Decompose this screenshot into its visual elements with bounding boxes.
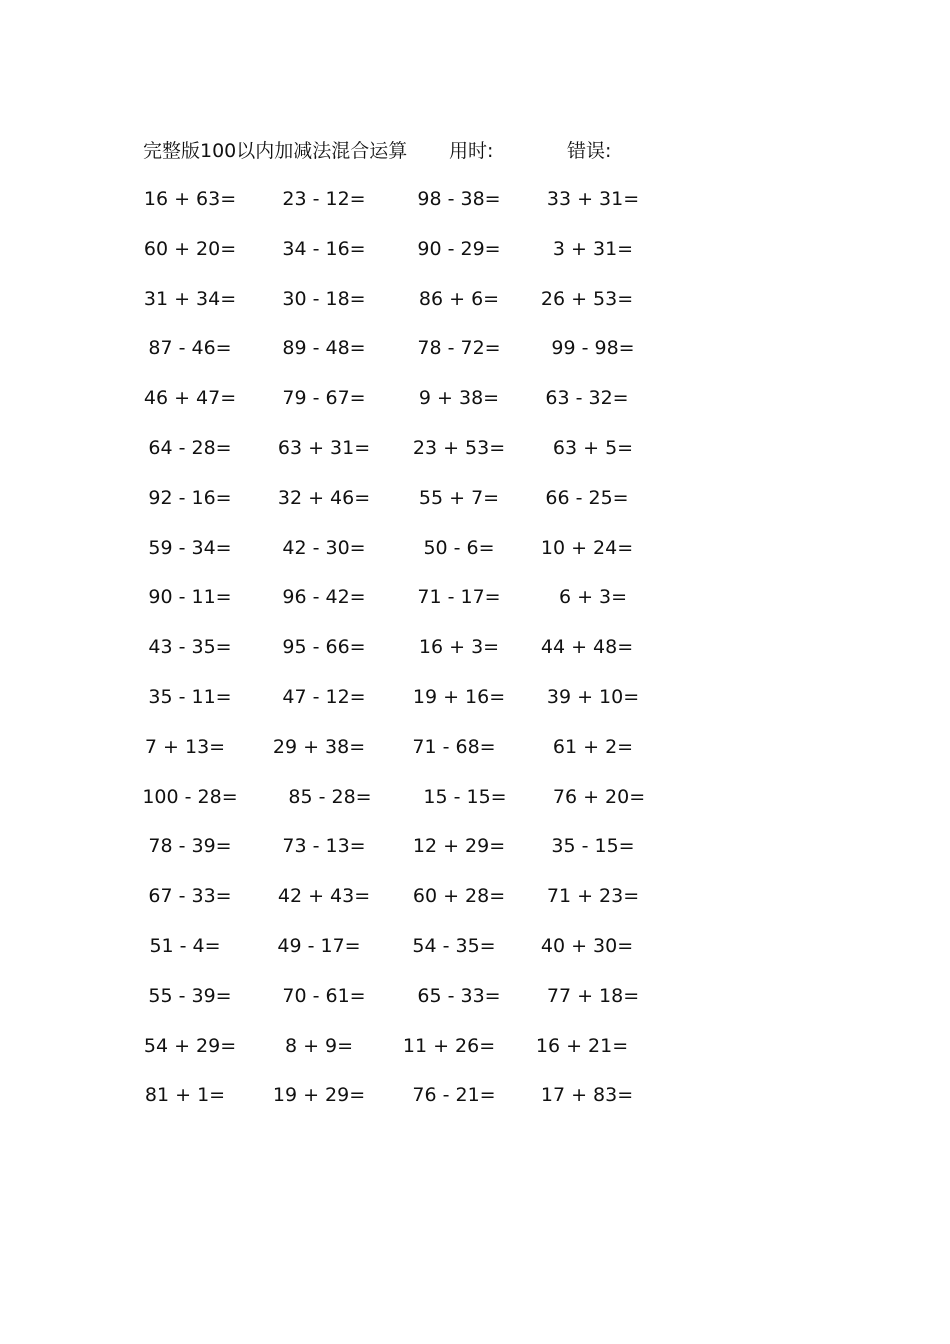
problem-row <box>0 583 950 633</box>
problem-item: 17 + 83= <box>540 1084 634 1107</box>
problem-item: 35 - 15= <box>551 835 635 858</box>
problem-row <box>0 882 950 932</box>
problem-item: 6 + 3= <box>558 586 628 609</box>
problem-item: 60 + 28= <box>412 885 506 908</box>
problem-item: 63 + 31= <box>277 436 371 459</box>
problem-item: 100 - 28= <box>142 785 238 808</box>
problem-item: 32 + 46= <box>277 486 371 509</box>
problem-item: 60 + 20= <box>143 237 237 260</box>
problem-item: 47 - 12= <box>282 685 366 708</box>
problem-row <box>0 434 950 484</box>
problem-item: 40 + 30= <box>540 934 634 957</box>
problem-item: 96 - 42= <box>282 586 366 609</box>
problem-item: 44 + 48= <box>540 636 634 659</box>
problem-row <box>0 733 950 783</box>
problem-item: 77 + 18= <box>546 984 640 1007</box>
problem-item: 67 - 33= <box>148 885 232 908</box>
problem-item: 65 - 33= <box>417 984 501 1007</box>
problem-item: 35 - 11= <box>148 685 232 708</box>
problem-item: 70 - 61= <box>282 984 366 1007</box>
problem-item: 81 + 1= <box>144 1084 226 1107</box>
problem-item: 16 + 3= <box>418 636 500 659</box>
problem-item: 8 + 9= <box>284 1034 354 1057</box>
problem-item: 89 - 48= <box>282 337 366 360</box>
problem-item: 90 - 29= <box>417 237 501 260</box>
problem-item: 76 - 21= <box>412 1084 496 1107</box>
problem-item: 78 - 39= <box>148 835 232 858</box>
problem-row <box>0 285 950 335</box>
problem-row <box>0 235 950 285</box>
problem-item: 85 - 28= <box>288 785 372 808</box>
problem-item: 87 - 46= <box>148 337 232 360</box>
problem-item: 76 + 20= <box>552 785 646 808</box>
problem-item: 95 - 66= <box>282 636 366 659</box>
problem-row <box>0 534 950 584</box>
problem-item: 54 + 29= <box>143 1034 237 1057</box>
time-label: 用时: <box>449 140 494 162</box>
problem-item: 33 + 31= <box>546 188 640 210</box>
problem-item: 29 + 38= <box>272 735 366 758</box>
problem-item: 71 - 17= <box>417 586 501 609</box>
problem-item: 42 + 43= <box>277 885 371 908</box>
problem-item: 66 - 25= <box>545 486 629 509</box>
problem-item: 9 + 38= <box>418 387 500 410</box>
problem-item: 30 - 18= <box>282 287 366 310</box>
problem-item: 63 - 32= <box>545 387 629 410</box>
problem-item: 23 + 53= <box>412 436 506 459</box>
problem-item: 64 - 28= <box>148 436 232 459</box>
problem-item: 61 + 2= <box>552 735 634 758</box>
problem-item: 90 - 11= <box>148 586 232 609</box>
problem-row <box>0 384 950 434</box>
problem-item: 16 + 21= <box>535 1034 629 1057</box>
problem-row <box>0 832 950 882</box>
problem-item: 43 - 35= <box>148 636 232 659</box>
problem-row <box>0 484 950 534</box>
problem-item: 31 + 34= <box>143 287 237 310</box>
problem-item: 54 - 35= <box>412 934 496 957</box>
problem-row <box>0 1081 950 1131</box>
problem-item: 19 + 29= <box>272 1084 366 1107</box>
problem-row <box>0 633 950 683</box>
problem-item: 46 + 47= <box>143 387 237 410</box>
problem-item: 23 - 12= <box>282 188 366 210</box>
problem-item: 55 + 7= <box>418 486 500 509</box>
problem-item: 78 - 72= <box>417 337 501 360</box>
problem-item: 98 - 38= <box>417 188 501 210</box>
problem-row <box>0 1032 950 1082</box>
problem-item: 19 + 16= <box>412 685 506 708</box>
problem-item: 3 + 31= <box>552 237 634 260</box>
error-label: 错误: <box>567 140 612 162</box>
problem-item: 34 - 16= <box>282 237 366 260</box>
problem-item: 73 - 13= <box>282 835 366 858</box>
problem-item: 12 + 29= <box>412 835 506 858</box>
problem-item: 86 + 6= <box>418 287 500 310</box>
problem-row <box>0 185 950 235</box>
worksheet-title: 完整版100以内加减法混合运算 <box>143 140 408 162</box>
problem-item: 39 + 10= <box>546 685 640 708</box>
problem-item: 11 + 26= <box>402 1034 496 1057</box>
problem-item: 50 - 6= <box>423 536 495 559</box>
problem-item: 71 + 23= <box>546 885 640 908</box>
problem-item: 49 - 17= <box>277 934 361 957</box>
problem-item: 10 + 24= <box>540 536 634 559</box>
problem-row <box>0 683 950 733</box>
problem-item: 59 - 34= <box>148 536 232 559</box>
problem-row <box>0 982 950 1032</box>
problem-item: 7 + 13= <box>144 735 226 758</box>
problem-row <box>0 334 950 384</box>
problem-item: 16 + 63= <box>143 188 237 210</box>
problem-row <box>0 783 950 833</box>
problem-item: 15 - 15= <box>423 785 507 808</box>
problem-item: 42 - 30= <box>282 536 366 559</box>
problem-item: 51 - 4= <box>149 934 221 957</box>
problem-item: 79 - 67= <box>282 387 366 410</box>
problem-item: 55 - 39= <box>148 984 232 1007</box>
problem-item: 26 + 53= <box>540 287 634 310</box>
problem-item: 63 + 5= <box>552 436 634 459</box>
problem-grid <box>0 185 950 1131</box>
problem-row <box>0 932 950 982</box>
problem-item: 71 - 68= <box>412 735 496 758</box>
problem-item: 92 - 16= <box>148 486 232 509</box>
problem-item: 99 - 98= <box>551 337 635 360</box>
